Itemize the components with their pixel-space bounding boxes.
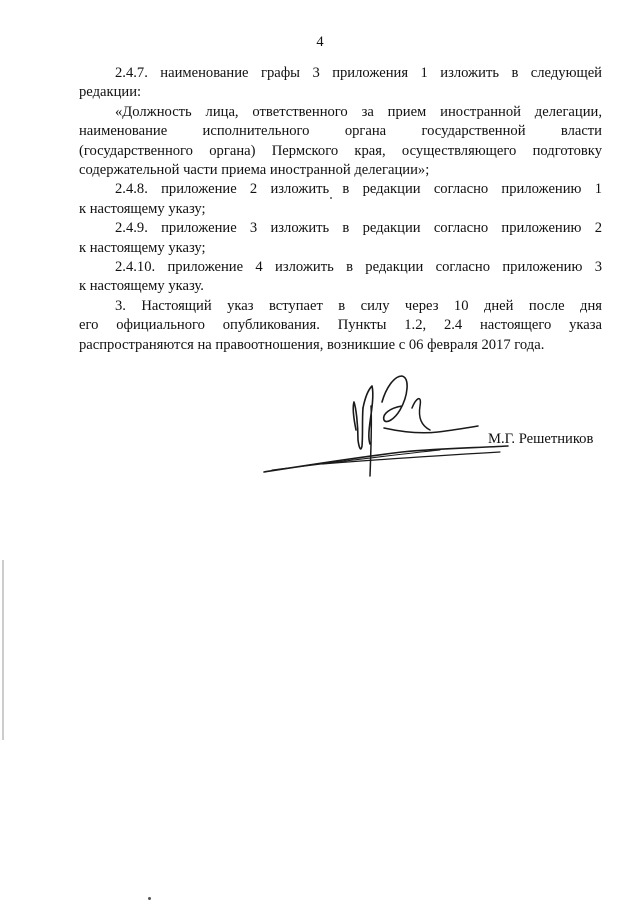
scan-edge-mark (2, 560, 4, 740)
text-line: содержательной части приема иностранной делегации»; (79, 162, 430, 179)
text-line: 2.4.9. приложение 3 изложить в редакции согласно приложению 2 (115, 220, 602, 237)
text-line: «Должность лица, ответственного за прием иностранной делегации, (115, 103, 602, 120)
text-line: 2.4.8. приложение 2 изложить в редакции согласно приложению 1 (115, 181, 602, 198)
signatory-name: М.Г. Решетников (488, 431, 594, 447)
text-line: к настоящему указу; (79, 239, 206, 256)
paragraph-2-4-10 (79, 258, 602, 297)
paragraph-2-4-7 (79, 64, 602, 103)
handwritten-signature (262, 368, 512, 480)
text-line: (государственного органа) Пермского края, осуществляющего подготовку (79, 142, 602, 159)
text-line: наименование исполнительного органа государственной власти (79, 123, 602, 140)
paragraph-2-4-8 (79, 180, 602, 219)
scan-speck (330, 197, 332, 199)
text-line: распространяются на правоотношения, возникшие с 06 февраля 2017 года. (79, 336, 545, 353)
text-line: 2.4.10. приложение 4 изложить в редакции согласно приложению 3 (115, 259, 602, 276)
paragraph-3 (79, 297, 602, 355)
text-line: его официального опубликования. Пункты 1.2, 2.4 настоящего указа (79, 317, 602, 334)
page-number: 4 (316, 34, 324, 50)
paragraph-2-4-9 (79, 219, 602, 258)
text-line: редакции: (79, 84, 142, 101)
text-line: к настоящему указу; (79, 200, 206, 217)
scan-speck (148, 897, 151, 900)
text-line: 2.4.7. наименование графы 3 приложения 1 изложить в следующей (115, 65, 602, 81)
document-body (79, 64, 602, 355)
paragraph-quote (79, 103, 602, 181)
text-line: к настоящему указу. (79, 278, 204, 295)
text-line: 3. Настоящий указ вступает в силу через 10 дней после дня (115, 297, 602, 314)
